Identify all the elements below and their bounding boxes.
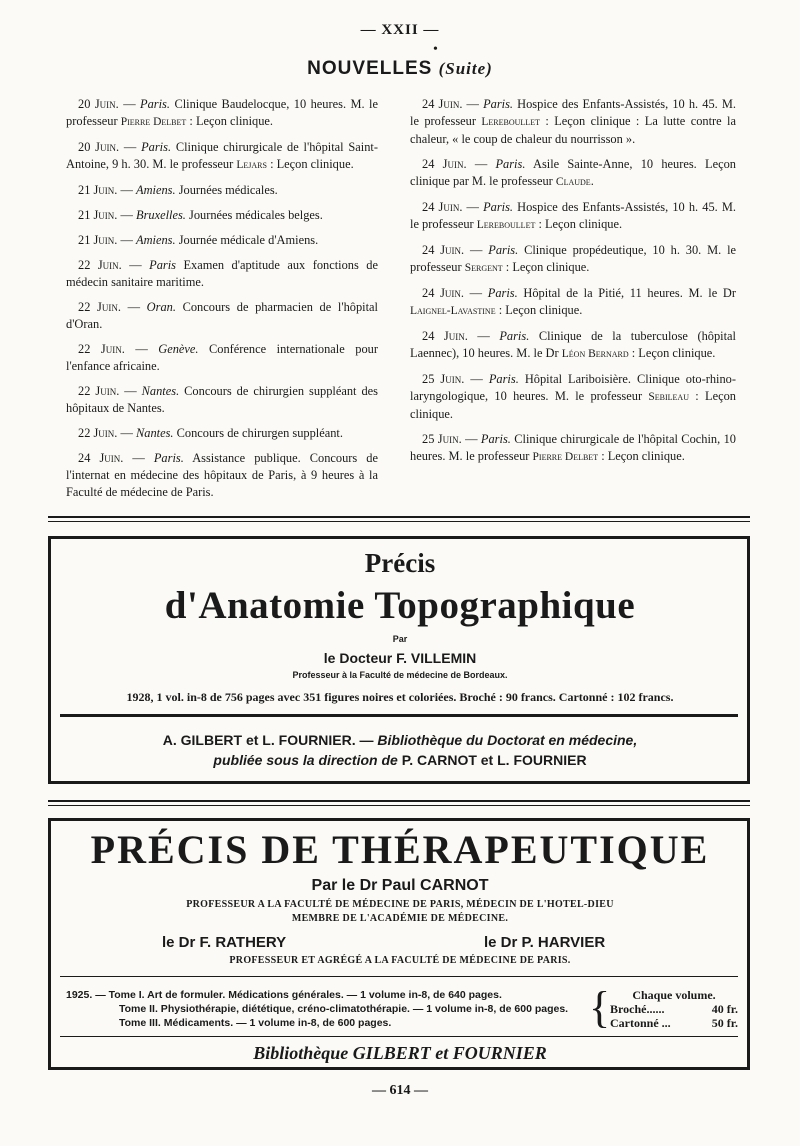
ad1-title-small: Précis — [364, 548, 436, 578]
news-entry: 22 Juin. — Nantes. Concours de chirurgien suppléant des hôpitaux de Nantes. — [66, 384, 378, 415]
ad2-prices — [610, 988, 738, 1030]
separator-rule — [48, 521, 750, 522]
news-entry: 24 Juin. — Paris. Hôpital de la Pitié, 11 heures. M. le Dr Laignel-Lavastine : Leçon clinique. — [410, 286, 736, 317]
news-entry: 20 Juin. — Paris. Clinique chirurgicale de l'hôpital Saint-Antoine, 9 h. 30. M. le professeur Lejars : Leçon clinique. — [66, 140, 379, 171]
price-row-broche: Broché...... 40 fr. — [610, 1002, 738, 1016]
volume-line: Tome III. Médicaments. — 1 volume in-8, de 600 pages. — [119, 1017, 392, 1029]
section-title-suffix: (Suite) — [438, 59, 493, 78]
ad2-coauthor-1: le Dr F. RATHERY — [162, 934, 287, 951]
separator-rule — [48, 516, 750, 518]
price-header: Chaque volume. — [632, 988, 716, 1002]
ad1-par: Par — [392, 634, 408, 644]
ad1-description: 1928, 1 vol. in-8 de 756 pages avec 351 figures noires et coloriées. Broché : 90 francs. Cartonné : 102 francs. — [126, 690, 674, 704]
ad2-inner-rule — [60, 1036, 738, 1037]
right-column — [410, 96, 736, 474]
news-entry: 22 Juin. — Nantes. Concours de chirurgen suppléant. — [78, 426, 343, 440]
news-entry: 22 Juin. — Genève. Conférence internationale pour l'enfance africaine. — [66, 342, 378, 373]
news-entry: 20 Juin. — Paris. Clinique Baudelocque, 10 heures. M. le professeur Pierre Delbet : Leçon clinique. — [66, 97, 378, 128]
ad1-series: A. GILBERT et L. FOURNIER. — Bibliothèque du Doctorat en médecine, — [162, 732, 638, 748]
ad2-title: PRÉCIS DE THÉRAPEUTIQUE — [90, 827, 710, 872]
volume-line: 1925. — Tome I. Art de formuler. Médications générales. — 1 volume in-8, de 640 pages. — [66, 989, 502, 1001]
ad2-inner-rule — [60, 976, 738, 977]
brace-glyph: { — [589, 983, 611, 1032]
page-number: — 614 — — [372, 1083, 428, 1098]
separator-rule — [48, 800, 750, 802]
news-entry: 24 Juin. — Paris. Asile Sainte-Anne, 10 heures. Leçon clinique par M. le professeur Claude. — [410, 157, 736, 188]
news-entry: 21 Juin. — Bruxelles. Journées médicales belges. — [78, 208, 323, 222]
news-entry: 24 Juin. — Paris. Hospice des Enfants-Assistés, 10 h. 45. M. le professeur Lereboullet : Leçon clinique : La lutte contre la chaleur, « le coup de chaleur du nourrisson ». — [410, 97, 736, 146]
ad1-series-direction: publiée sous la direction de P. CARNOT et L. FOURNIER — [213, 752, 587, 768]
section-title-text: NOUVELLES — [307, 58, 433, 79]
news-entry: 25 Juin. — Paris. Clinique chirurgicale de l'hôpital Cochin, 10 heures. M. le professeur Pierre Delbet : Leçon clinique. — [410, 432, 736, 463]
ad2-author-role-2: MEMBRE DE L'ACADÉMIE DE MÉDECINE. — [291, 913, 509, 924]
news-entry: 24 Juin. — Paris. Clinique propédeutique, 10 h. 30. M. le professeur Sergent : Leçon clinique. — [410, 243, 737, 274]
news-entry: 21 Juin. — Amiens. Journée médicale d'Amiens. — [78, 233, 319, 247]
page-roman-numeral: — XXII — — [360, 22, 440, 38]
ad2-author-role-1: PROFESSEUR A LA FACULTÉ DE MÉDECINE DE PARIS, MÉDECIN DE L'HOTEL-DIEU — [186, 899, 614, 910]
news-entry: 24 Juin. — Paris. Hospice des Enfants-Assistés, 10 h. 45. M. le professeur Lereboullet : Leçon clinique. — [410, 200, 736, 231]
ad1-inner-rule — [60, 714, 738, 717]
ad2-library: Bibliothèque GILBERT et FOURNIER — [253, 1043, 547, 1063]
ad1-title-big: d'Anatomie Topographique — [164, 584, 636, 627]
news-entry: 24 Juin. — Paris. Clinique de la tuberculose (hôpital Laennec), 10 heures. M. le Dr Léon Bernard : Leçon clinique. — [410, 329, 736, 360]
news-entry: 21 Juin. — Amiens. Journées médicales. — [78, 183, 278, 197]
ornament-dot: • — [433, 42, 438, 57]
separator-rule — [48, 805, 750, 806]
volume-line: Tome II. Physiothérapie, diététique, créno-climatothérapie. — 1 volume in-8, de 600 pages. — [119, 1003, 569, 1015]
news-entry: 24 Juin. — Paris. Assistance publique. Concours de l'internat en médecine des hôpitaux de Paris, à 9 heures à la Faculté de médecine de Paris. — [66, 451, 378, 499]
price-row-cartonne: Cartonné ... 50 fr. — [610, 1016, 738, 1030]
ad2-volumes — [66, 988, 596, 1030]
news-entry: 25 Juin. — Paris. Hôpital Lariboisière. Clinique oto-rhino-laryngologique, 10 heures. M. le professeur Sebileau : Leçon clinique. — [410, 372, 737, 421]
news-entry: 22 Juin. — Paris Examen d'aptitude aux fonctions de médecin sanitaire maritime. — [66, 258, 378, 289]
ad1-author: le Docteur F. VILLEMIN — [323, 650, 477, 666]
section-title — [0, 58, 800, 80]
ad2-author: Par le Dr Paul CARNOT — [311, 877, 489, 894]
ad2-coauthor-2: le Dr P. HARVIER — [484, 934, 606, 951]
news-entry: 22 Juin. — Oran. Concours de pharmacien de l'hôpital d'Oran. — [66, 300, 378, 331]
left-column — [66, 96, 378, 509]
ad2-coauthor-role: PROFESSEUR ET AGRÉGÉ A LA FACULTÉ DE MÉDECINE DE PARIS. — [229, 955, 571, 966]
ad1-author-role: Professeur à la Faculté de médecine de Bordeaux. — [292, 670, 508, 680]
